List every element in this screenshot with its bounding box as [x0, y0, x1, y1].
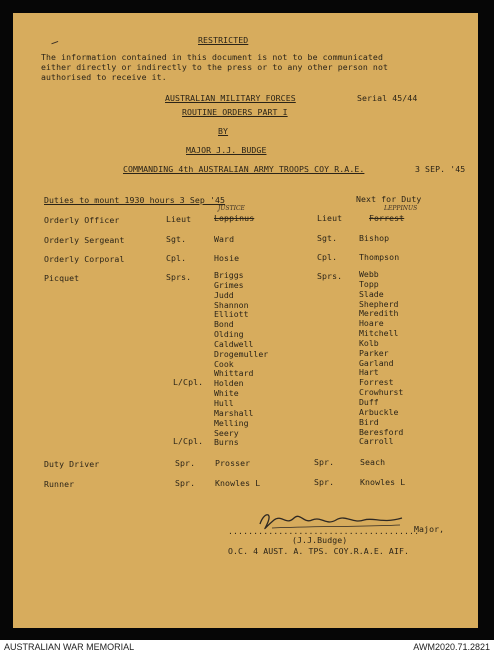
- orderly-sergeant-label: Orderly Sergeant: [44, 235, 125, 245]
- next-for-duty-heading: Next for Duty: [356, 194, 422, 204]
- signature-title: O.C. 4 AUST. A. TPS. COY.R.A.E. AIF.: [228, 546, 410, 556]
- list-item: Whittard: [214, 368, 254, 379]
- orderly-corporal-next-name: Thompson: [359, 252, 400, 262]
- runner-next-name: Knowles L: [360, 477, 406, 487]
- list-item: Slade: [359, 288, 384, 299]
- signature-rank: Major,: [414, 524, 445, 534]
- list-item: Hart: [359, 367, 379, 378]
- orders-title: ROUTINE ORDERS PART I: [182, 107, 288, 117]
- orderly-corporal-rank: Cpl.: [166, 253, 187, 263]
- list-item: Melling: [214, 417, 249, 428]
- serial-number: Serial 45/44: [357, 93, 418, 103]
- list-item: Shepherd: [359, 298, 399, 309]
- by-label: BY: [218, 126, 229, 136]
- orderly-officer-correction: JUSTICE: [218, 205, 245, 212]
- list-item: Judd: [214, 289, 234, 300]
- list-item: Mitchell: [359, 328, 399, 339]
- notice-line-2: either directly or indirectly to the press or to any other person not: [41, 62, 389, 72]
- list-item: Caldwell: [214, 338, 254, 349]
- duty-driver-next-name: Seach: [360, 457, 386, 467]
- list-item: Beresford: [359, 426, 404, 437]
- list-item: Arbuckle: [359, 406, 399, 417]
- duty-driver-rank: Spr.: [175, 458, 196, 468]
- orderly-officer-name: Loppinus: [214, 213, 255, 223]
- picquet-next-names-list: [359, 270, 403, 447]
- list-item: Duff: [359, 396, 379, 407]
- orderly-sergeant-rank: Sgt.: [166, 234, 187, 244]
- list-item: Bird: [359, 416, 379, 427]
- list-item: Garland: [359, 357, 394, 368]
- duty-driver-label: Duty Driver: [44, 459, 100, 469]
- list-item: Olding: [214, 329, 244, 340]
- list-item: Seery: [214, 427, 239, 438]
- list-item: Parker: [359, 347, 389, 358]
- duties-heading: Duties to mount 1930 hours 3 Sep '45: [44, 195, 226, 205]
- list-item: Bond: [214, 319, 234, 330]
- runner-label: Runner: [44, 479, 75, 489]
- picquet-label: Picquet: [44, 273, 80, 283]
- picquet-lcpl-rank: L/Cpl.: [173, 436, 204, 446]
- runner-rank: Spr.: [175, 478, 196, 488]
- orderly-sergeant-name: Ward: [214, 234, 235, 244]
- order-date: 3 SEP. '45: [415, 164, 466, 174]
- org-title: AUSTRALIAN MILITARY FORCES: [165, 93, 296, 103]
- list-item: Hull: [214, 397, 234, 408]
- orderly-corporal-name: Hosie: [214, 253, 240, 263]
- orderly-corporal-next-rank: Cpl.: [317, 252, 338, 262]
- orderly-officer-next-correction: LEPPINUS: [384, 205, 418, 212]
- list-item: Holden: [214, 378, 244, 389]
- orderly-officer-label: Orderly Officer: [44, 215, 120, 225]
- restricted-label: RESTRICTED: [198, 35, 249, 45]
- picquet-next-rank: Sprs.: [317, 271, 343, 281]
- runner-next-rank: Spr.: [314, 477, 335, 487]
- list-item: Elliott: [214, 309, 249, 320]
- signature-name: (J.J.Budge): [292, 535, 348, 545]
- picquet-lcpl-rank: L/Cpl.: [173, 377, 204, 387]
- signature-dots: ......................................: [228, 526, 420, 536]
- list-item: Shannon: [214, 299, 249, 310]
- list-item: Topp: [359, 278, 379, 289]
- list-item: Meredith: [359, 308, 399, 319]
- runner-name: Knowles L: [215, 478, 261, 488]
- picquet-names-list: [214, 271, 268, 448]
- list-item: Cook: [214, 358, 234, 369]
- orderly-officer-rank: Lieut: [166, 214, 192, 224]
- list-item: White: [214, 388, 239, 399]
- orderly-sergeant-next-rank: Sgt.: [317, 233, 338, 243]
- orderly-officer-next-rank: Lieut: [317, 213, 343, 223]
- major-name: MAJOR J.J. BUDGE: [186, 145, 267, 155]
- list-item: Crowhurst: [359, 387, 404, 398]
- commanding-line: COMMANDING 4th AUSTRALIAN ARMY TROOPS COY R.A.E.: [123, 164, 365, 174]
- orderly-sergeant-next-name: Bishop: [359, 233, 390, 243]
- list-item: Briggs: [214, 270, 244, 280]
- picquet-rank: Sprs.: [166, 272, 192, 282]
- list-item: Drogemuller: [214, 348, 269, 359]
- duty-driver-name: Prosser: [215, 458, 251, 468]
- list-item: Kolb: [359, 337, 379, 348]
- orderly-officer-next-name: Forrest: [369, 213, 405, 223]
- orderly-corporal-label: Orderly Corporal: [44, 254, 125, 264]
- footer-accession: AWM2020.71.2821: [413, 642, 490, 652]
- list-item: Marshall: [214, 407, 254, 418]
- list-item: Webb: [359, 269, 379, 279]
- duty-driver-next-rank: Spr.: [314, 457, 335, 467]
- notice-line-3: authorised to receive it.: [41, 72, 167, 82]
- list-item: Burns: [214, 437, 239, 448]
- list-item: Forrest: [359, 377, 394, 388]
- list-item: Carroll: [359, 436, 394, 447]
- list-item: Hoare: [359, 318, 384, 329]
- footer-source: AUSTRALIAN WAR MEMORIAL: [4, 642, 135, 652]
- list-item: Grimes: [214, 279, 244, 290]
- notice-line-1: The information contained in this document is not to be communicated: [41, 52, 383, 62]
